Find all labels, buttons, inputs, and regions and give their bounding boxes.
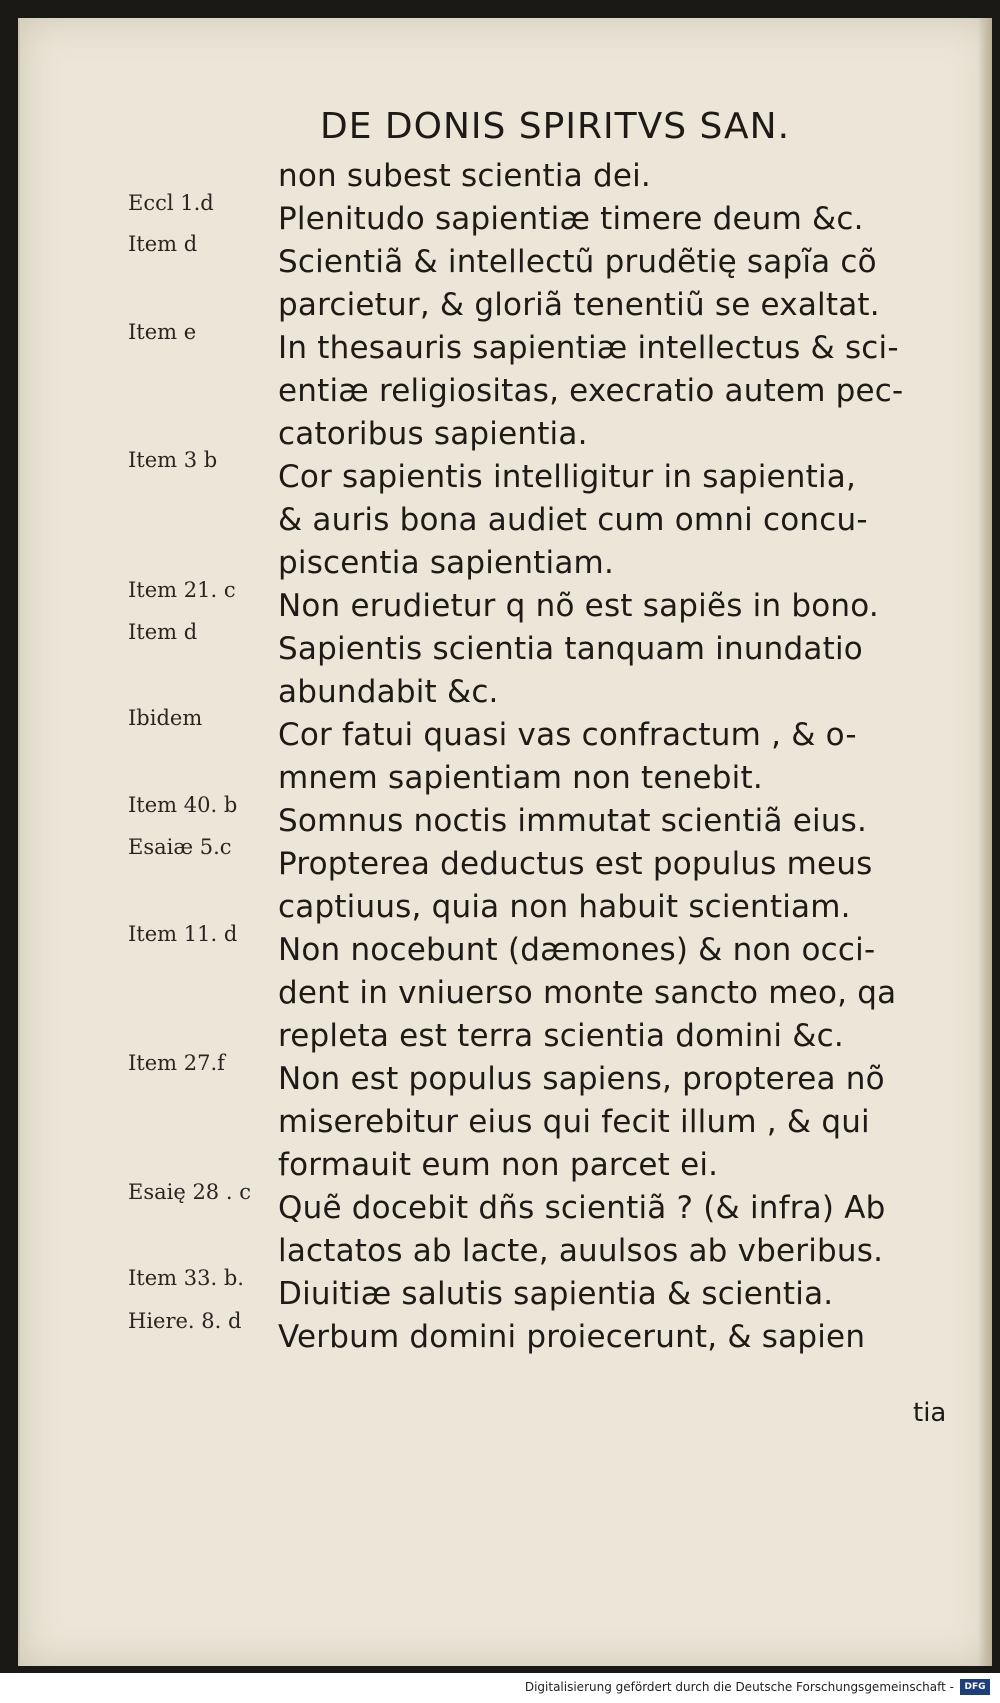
digitization-footer: [0, 1673, 1000, 1703]
text-line: dent in vniuerso monte sancto meo, qa: [278, 975, 897, 1011]
text-line: abundabit &c.: [278, 674, 499, 710]
catchword: tia: [913, 1398, 947, 1428]
text-line: In thesauris sapientiæ intellectus & sci-: [278, 330, 899, 366]
text-line: Non est populus sapiens, propterea nõ: [278, 1061, 885, 1097]
marginal-reference: Item 21. c: [128, 578, 236, 602]
text-line: Quẽ docebit dñs scientiã ? (& infra) Ab: [278, 1190, 886, 1226]
text-line: formauit eum non parcet ei.: [278, 1147, 719, 1183]
text-line: parcietur, & gloriã tenentiũ se exaltat.: [278, 287, 880, 323]
text-line: & auris bona audiet cum omni concu-: [278, 502, 868, 538]
text-line: Plenitudo sapientiæ timere deum &c.: [278, 201, 864, 237]
marginal-reference: Item d: [128, 232, 198, 256]
marginal-reference: Eccl 1.d: [128, 191, 214, 215]
text-line: miserebitur eius qui fecit illum , & qui: [278, 1104, 870, 1140]
marginal-reference: Item d: [128, 620, 198, 644]
text-line: catoribus sapientia.: [278, 416, 588, 452]
text-line: Scientiã & intellectũ prudẽtię sapĩa cõ: [278, 244, 877, 280]
footer-credit: Digitalisierung gefördert durch die Deutsche Forschungsgemeinschaft -: [524, 1680, 954, 1694]
text-line: Cor sapientis intelligitur in sapientia,: [278, 459, 857, 495]
book-page: [18, 18, 992, 1666]
text-line: non subest scientia dei.: [278, 158, 651, 194]
marginal-reference: Item e: [128, 320, 197, 344]
marginal-reference: Esaię 28 . c: [128, 1180, 251, 1204]
text-line: Verbum domini proiecerunt, & sapien: [278, 1319, 866, 1355]
text-line: Somnus noctis immutat scientiã eius.: [278, 803, 868, 839]
text-line: Diuitiæ salutis sapientia & scientia.: [278, 1276, 834, 1312]
text-line: lactatos ab lacte, auulsos ab vberibus.: [278, 1233, 884, 1269]
text-line: repleta est terra scientia domini &c.: [278, 1018, 844, 1054]
text-line: piscentia sapientiam.: [278, 545, 614, 581]
text-line: Non erudietur q nõ est sapiẽs in bono.: [278, 588, 879, 624]
marginal-reference: Item 27.f: [128, 1051, 225, 1075]
text-line: Cor fatui quasi vas confractum , & o-: [278, 717, 857, 753]
marginal-reference: Esaiæ 5.c: [128, 835, 232, 859]
marginal-reference: Item 11. d: [128, 922, 238, 946]
text-line: Non nocebunt (dæmones) & non occi-: [278, 932, 876, 968]
text-line: captiuus, quia non habuit scientiam.: [278, 889, 851, 925]
marginal-reference: Item 3 b: [128, 448, 218, 472]
text-line: Sapientis scientia tanquam inundatio: [278, 631, 863, 667]
text-line: entiæ religiositas, execratio autem pec-: [278, 373, 904, 409]
marginal-reference: Ibidem: [128, 706, 203, 730]
text-line: Propterea deductus est populus meus: [278, 846, 873, 882]
marginal-reference: Item 40. b: [128, 793, 238, 817]
text-line: mnem sapientiam non tenebit.: [278, 760, 763, 796]
dfg-logo-icon: DFG: [960, 1679, 990, 1695]
running-header: DE DONIS SPIRITVS SAN.: [320, 106, 791, 147]
marginal-reference: Item 33. b.: [128, 1266, 244, 1290]
page-edge-shadow: [978, 18, 992, 1666]
marginal-reference: Hiere. 8. d: [128, 1309, 242, 1333]
